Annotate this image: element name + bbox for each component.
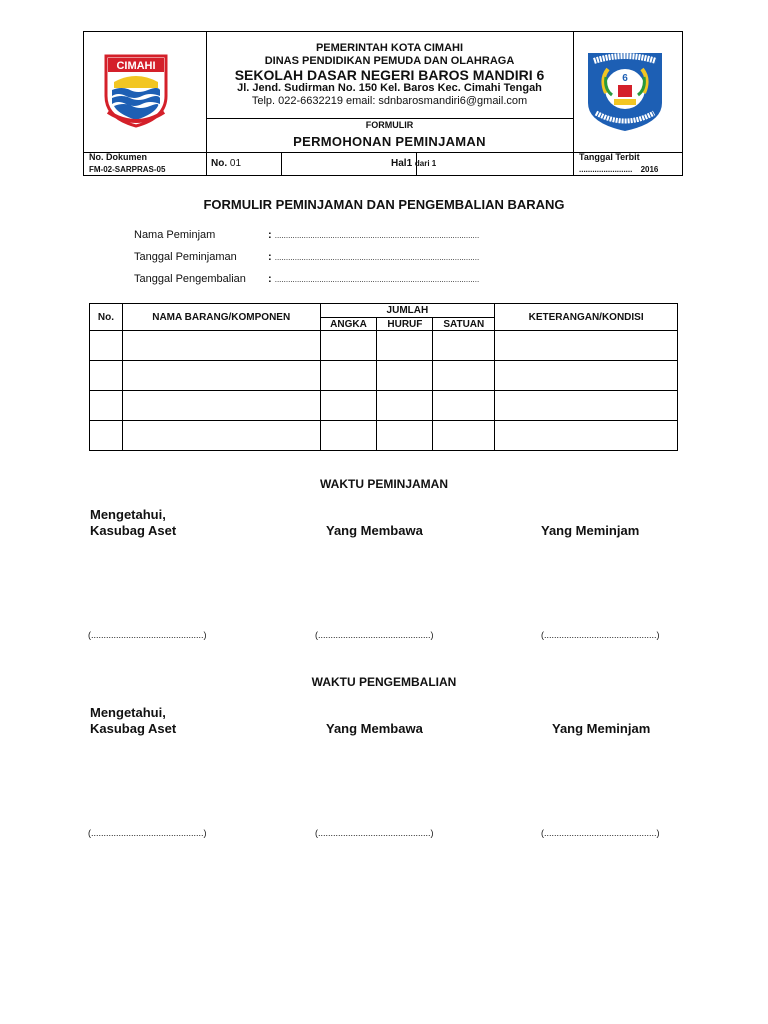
section-title-peminjaman: WAKTU PEMINJAMAN bbox=[320, 477, 448, 491]
form-heading: FORMULIR PEMINJAMAN DAN PENGEMBALIAN BARANG bbox=[203, 197, 565, 212]
no-field bbox=[211, 158, 241, 169]
items-table bbox=[89, 303, 678, 451]
borrow-label: Yang Meminjam bbox=[552, 721, 651, 736]
table-cell[interactable] bbox=[320, 391, 377, 421]
tanggal-terbit-value bbox=[579, 165, 658, 174]
field-dots[interactable]: ............................................................................................ bbox=[274, 275, 480, 284]
table-cell[interactable] bbox=[90, 421, 123, 451]
form-title: PERMOHONAN PEMINJAMAN bbox=[293, 134, 486, 149]
table-cell[interactable] bbox=[377, 331, 433, 361]
header-divider bbox=[281, 152, 282, 176]
field-tanggal-peminjaman bbox=[134, 251, 479, 263]
table-cell[interactable] bbox=[122, 421, 320, 451]
signature-line-borrow[interactable]: (.............................................) bbox=[541, 828, 660, 838]
tanggal-terbit-label: Tanggal Terbit bbox=[579, 152, 640, 162]
colon: : bbox=[268, 273, 272, 285]
table-row bbox=[90, 391, 678, 421]
field-tanggal-pengembalian bbox=[134, 273, 479, 285]
table-cell[interactable] bbox=[320, 421, 377, 451]
col-header-name: NAMA BARANG/KOMPONEN bbox=[122, 304, 320, 331]
know-label: Mengetahui, bbox=[90, 507, 166, 522]
tanggal-year: 2016 bbox=[640, 165, 659, 174]
header-divider bbox=[206, 118, 573, 119]
form-label: FORMULIR bbox=[365, 120, 414, 130]
colon: : bbox=[268, 229, 272, 241]
field-dots[interactable]: ............................................................................................ bbox=[274, 231, 480, 240]
table-cell[interactable] bbox=[433, 391, 495, 421]
table-cell[interactable] bbox=[320, 331, 377, 361]
table-cell[interactable] bbox=[90, 331, 123, 361]
table-cell[interactable] bbox=[495, 331, 678, 361]
col-header-angka: ANGKA bbox=[320, 318, 377, 331]
table-cell[interactable] bbox=[90, 391, 123, 421]
field-label: Tanggal Peminjaman bbox=[134, 251, 237, 263]
table-cell[interactable] bbox=[433, 331, 495, 361]
field-label: Nama Peminjam bbox=[134, 229, 216, 241]
table-cell[interactable] bbox=[495, 361, 678, 391]
col-header-keterangan: KETERANGAN/KONDISI bbox=[495, 304, 678, 331]
svg-text:CIMAHI: CIMAHI bbox=[116, 60, 156, 72]
table-cell[interactable] bbox=[495, 391, 678, 421]
colon: : bbox=[268, 251, 272, 263]
school-contact: Telp. 022-6632219 email: sdnbarosmandiri6@gmail.com bbox=[251, 95, 528, 107]
section-title-pengembalian: WAKTU PENGEMBALIAN bbox=[311, 675, 457, 689]
svg-text:6: 6 bbox=[622, 73, 628, 84]
bring-label: Yang Membawa bbox=[326, 721, 423, 736]
col-header-satuan: SATUAN bbox=[433, 318, 495, 331]
no-value: 01 bbox=[229, 158, 242, 169]
table-row bbox=[90, 331, 678, 361]
table-cell[interactable] bbox=[495, 421, 678, 451]
doc-number-label: No. Dokumen bbox=[89, 152, 148, 162]
field-nama-peminjam bbox=[134, 229, 479, 241]
signature-line-kasubag[interactable]: (.............................................) bbox=[88, 630, 207, 640]
kasubag-label: Kasubag Aset bbox=[90, 721, 177, 736]
table-cell[interactable] bbox=[320, 361, 377, 391]
table-cell[interactable] bbox=[90, 361, 123, 391]
table-cell[interactable] bbox=[433, 421, 495, 451]
signature-line-bring[interactable]: (.............................................) bbox=[315, 828, 434, 838]
field-dots[interactable]: ............................................................................................ bbox=[274, 253, 480, 262]
table-cell[interactable] bbox=[433, 361, 495, 391]
table-cell[interactable] bbox=[122, 391, 320, 421]
hal-field bbox=[391, 158, 436, 169]
school-logo bbox=[584, 49, 666, 133]
col-header-huruf: HURUF bbox=[377, 318, 433, 331]
col-header-no: No. bbox=[90, 304, 123, 331]
hal-value: 1 bbox=[406, 158, 413, 169]
school-name: SEKOLAH DASAR NEGERI BAROS MANDIRI 6 bbox=[234, 67, 545, 83]
table-cell[interactable] bbox=[377, 361, 433, 391]
field-label: Tanggal Pengembalian bbox=[134, 273, 246, 285]
tanggal-dots: ........................ bbox=[579, 165, 633, 174]
col-header-jumlah: JUMLAH bbox=[320, 304, 495, 318]
school-address: Jl. Jend. Sudirman No. 150 Kel. Baros Kec. Cimahi Tengah bbox=[237, 82, 542, 94]
table-cell[interactable] bbox=[377, 421, 433, 451]
cimahi-logo bbox=[98, 52, 174, 128]
table-cell[interactable] bbox=[122, 331, 320, 361]
doc-number-code: FM-02-SARPRAS-05 bbox=[89, 165, 166, 174]
know-label: Mengetahui, bbox=[90, 705, 166, 720]
gov-name: PEMERINTAH KOTA CIMAHI bbox=[315, 42, 464, 54]
kasubag-label: Kasubag Aset bbox=[90, 523, 177, 538]
dept-name: DINAS PENDIDIKAN PEMUDA DAN OLAHRAGA bbox=[264, 55, 515, 67]
header-divider bbox=[573, 32, 574, 176]
table-row bbox=[90, 421, 678, 451]
borrow-label: Yang Meminjam bbox=[541, 523, 640, 538]
hal-suffix: dari 1 bbox=[414, 159, 437, 168]
signature-line-kasubag[interactable]: (.............................................) bbox=[88, 828, 207, 838]
no-label: No. bbox=[211, 158, 228, 169]
signature-line-borrow[interactable]: (.............................................) bbox=[541, 630, 660, 640]
signature-line-bring[interactable]: (.............................................) bbox=[315, 630, 434, 640]
hal-label: Hal bbox=[391, 158, 407, 169]
table-cell[interactable] bbox=[377, 391, 433, 421]
bring-label: Yang Membawa bbox=[326, 523, 423, 538]
table-cell[interactable] bbox=[122, 361, 320, 391]
table-row bbox=[90, 361, 678, 391]
